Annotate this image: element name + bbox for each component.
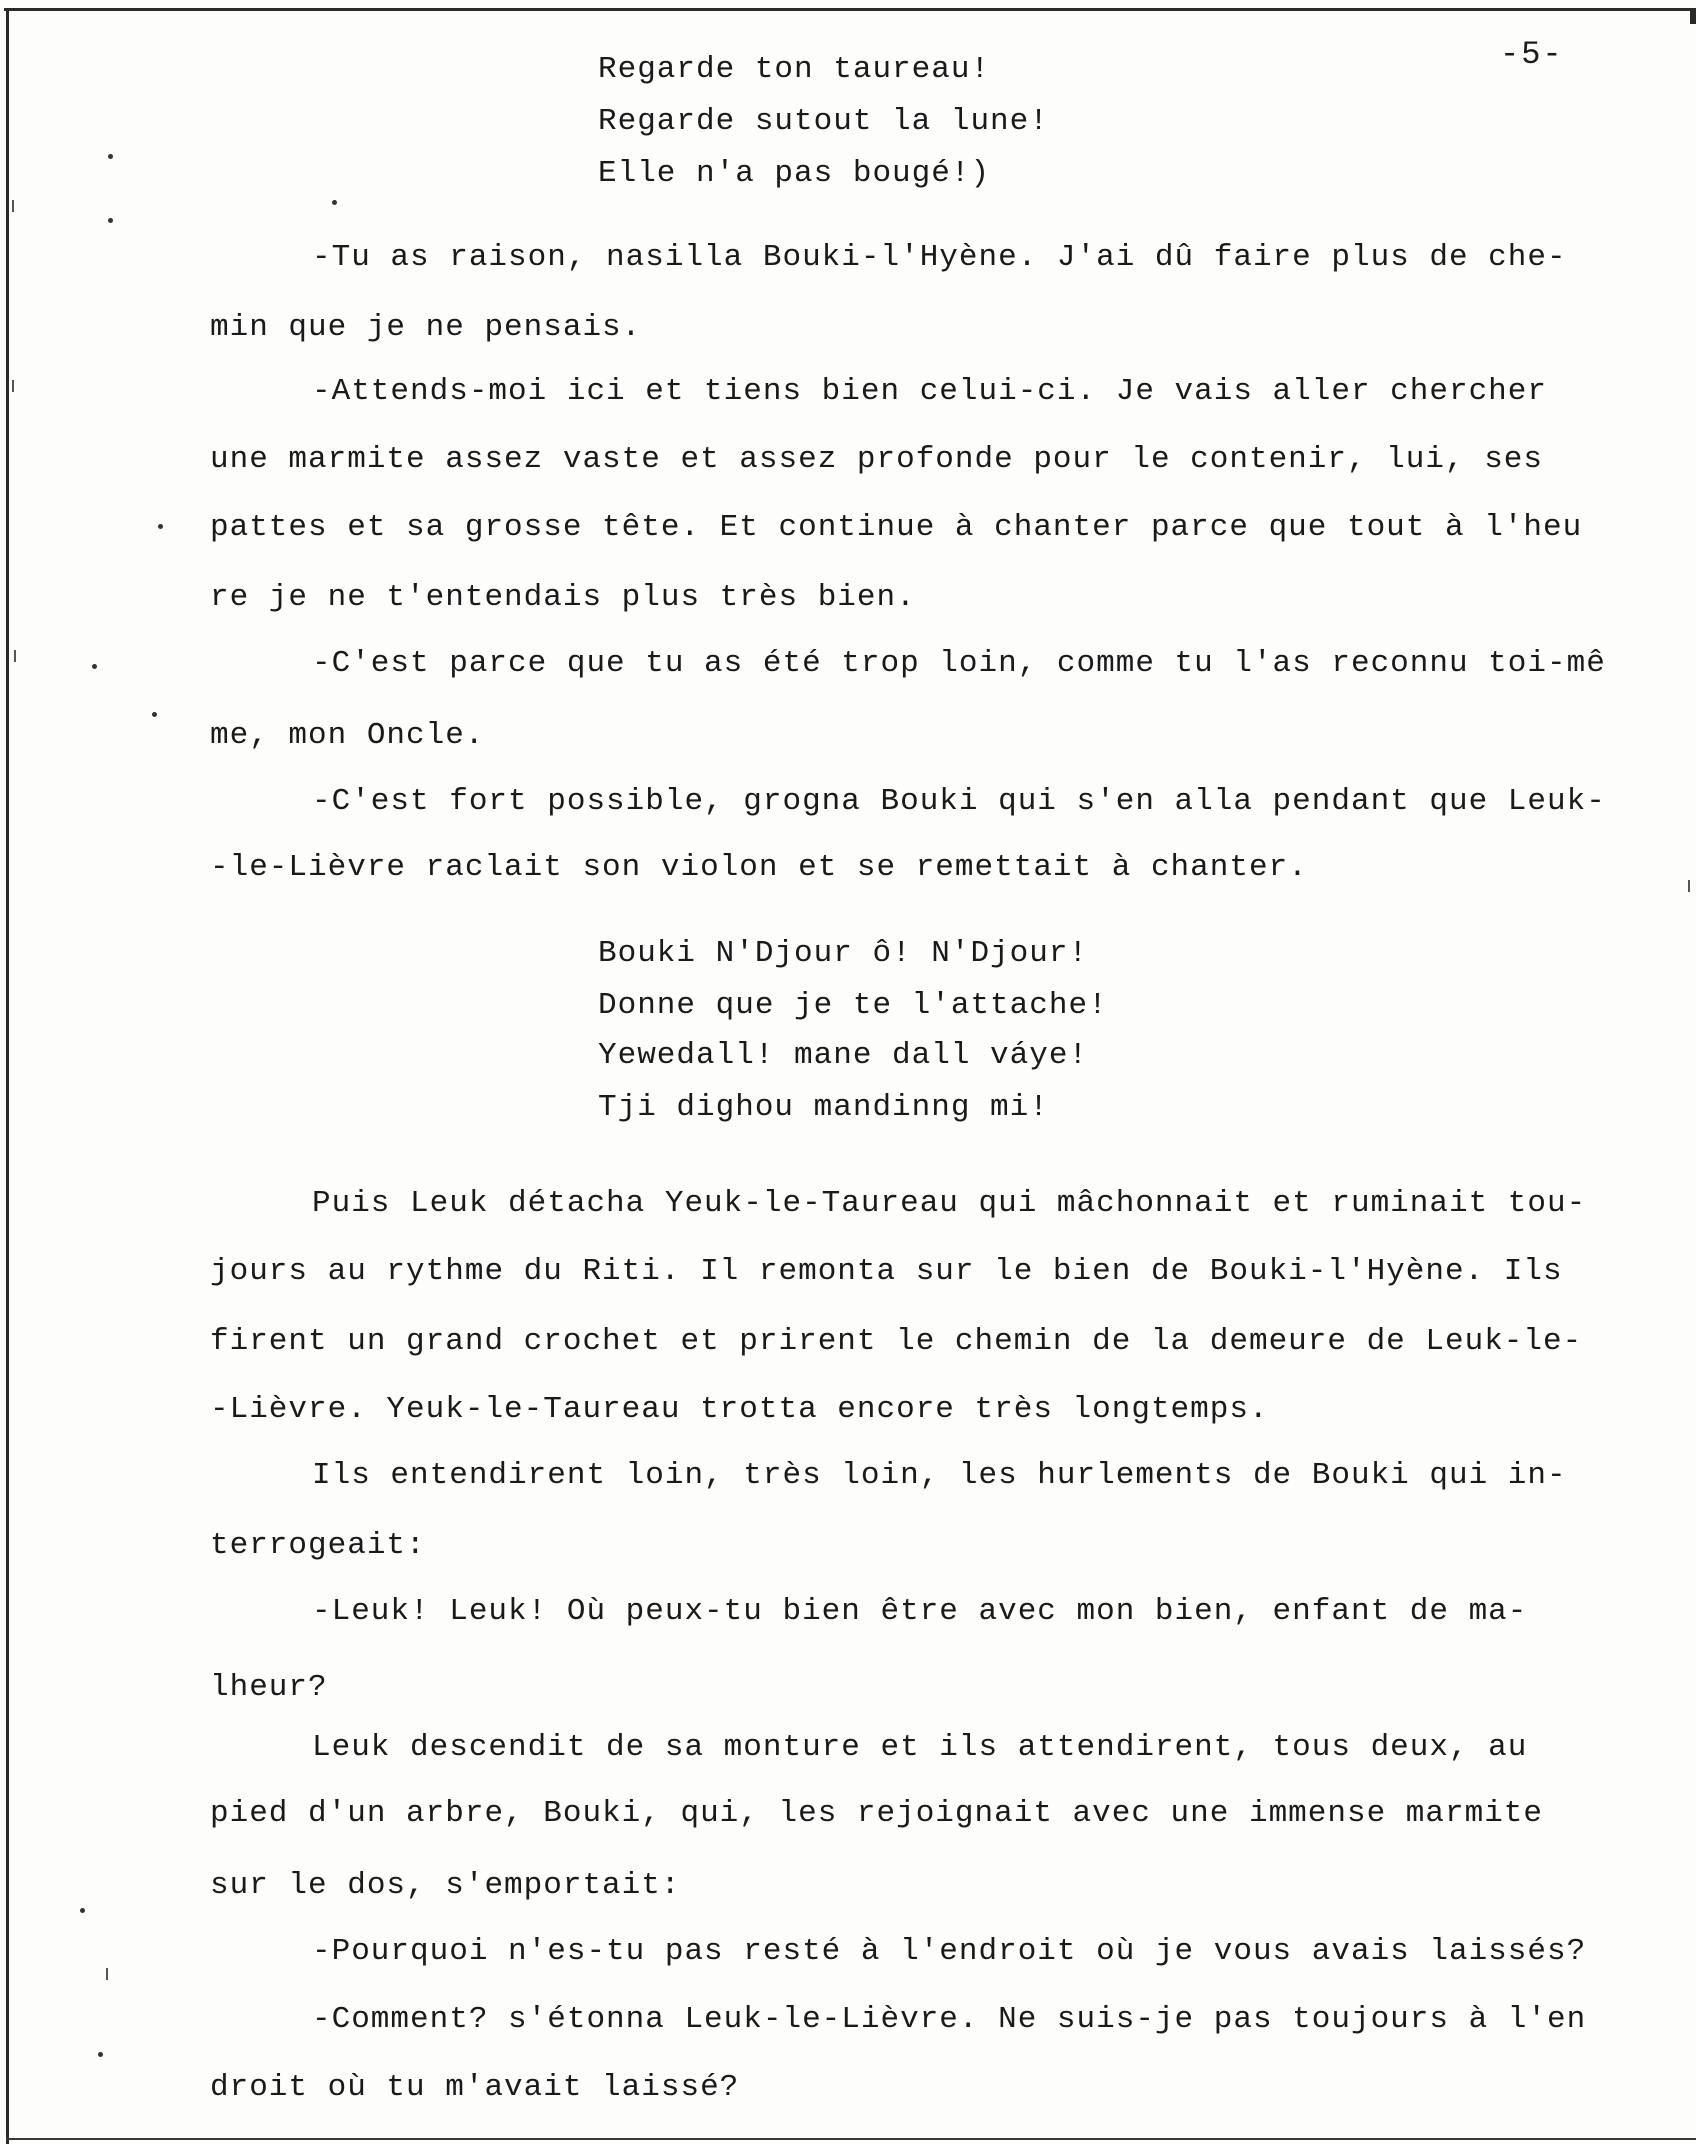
verse-line: Bouki N'Djour ô! N'Djour! (598, 936, 1089, 971)
paragraph-line: -C'est fort possible, grogna Bouki qui s'en alla pendant que Leuk- (312, 784, 1606, 819)
paragraph-line: -Comment? s'étonna Leuk-le-Lièvre. Ne suis-je pas toujours à l'en (312, 2002, 1587, 2037)
page-number: -5- (1500, 36, 1564, 73)
scan-border-bottom (6, 2138, 1696, 2140)
verse-line: Elle n'a pas bougé!) (598, 156, 991, 191)
scan-speck (332, 200, 337, 205)
scan-mark (12, 380, 14, 392)
scan-border-left (6, 8, 9, 2144)
scan-speck (158, 524, 163, 529)
paragraph-line: firent un grand crochet et prirent le chemin de la demeure de Leuk-le- (210, 1324, 1583, 1359)
scan-speck (108, 154, 113, 159)
paragraph-line: sur le dos, s'emportait: (210, 1868, 681, 1903)
verse-line: Regarde ton taureau! (598, 52, 991, 87)
scan-border-top (4, 8, 1696, 11)
paragraph-line: droit où tu m'avait laissé? (210, 2070, 740, 2105)
scan-mark (1688, 880, 1690, 892)
verse-line: Donne que je te l'attache! (598, 988, 1108, 1023)
paragraph-line: lheur? (210, 1670, 328, 1705)
scan-speck (80, 1908, 85, 1913)
paragraph-line: -Pourquoi n'es-tu pas resté à l'endroit où je vous avais laissés? (312, 1934, 1587, 1969)
paragraph-line: -C'est parce que tu as été trop loin, comme tu l'as reconnu toi-mê (312, 646, 1606, 681)
paragraph-line: -Leuk! Leuk! Où peux-tu bien être avec mon bien, enfant de ma- (312, 1594, 1528, 1629)
scan-speck (92, 664, 97, 669)
paragraph-line: -Tu as raison, nasilla Bouki-l'Hyène. J'ai dû faire plus de che- (312, 240, 1567, 275)
scan-mark (12, 200, 14, 212)
paragraph-line: Puis Leuk détacha Yeuk-le-Taureau qui mâchonnait et ruminait tou- (312, 1186, 1587, 1221)
paragraph-line: pied d'un arbre, Bouki, qui, les rejoignait avec une immense marmite (210, 1796, 1544, 1831)
scan-border-corner (1690, 8, 1696, 24)
verse-line: Regarde sutout la lune! (598, 104, 1049, 139)
paragraph-line: Leuk descendit de sa monture et ils attendirent, tous deux, au (312, 1730, 1528, 1765)
paragraph-line: jours au rythme du Riti. Il remonta sur le bien de Bouki-l'Hyène. Ils (210, 1254, 1563, 1289)
verse-line: Tji dighou mandinng mi! (598, 1090, 1049, 1125)
verse-line: Yewedall! mane dall váye! (598, 1038, 1089, 1073)
paragraph-line: Ils entendirent loin, très loin, les hurlements de Bouki qui in- (312, 1458, 1567, 1493)
paragraph-line: min que je ne pensais. (210, 310, 642, 345)
scan-speck (152, 712, 157, 717)
paragraph-line: -Attends-moi ici et tiens bien celui-ci. Je vais aller chercher (312, 374, 1547, 409)
paragraph-line: -le-Lièvre raclait son violon et se remettait à chanter. (210, 850, 1308, 885)
scan-mark (14, 650, 16, 662)
paragraph-line: terrogeait: (210, 1528, 426, 1563)
paragraph-line: re je ne t'entendais plus très bien. (210, 580, 916, 615)
paragraph-line: une marmite assez vaste et assez profonde pour le contenir, lui, ses (210, 442, 1544, 477)
scan-speck (108, 218, 113, 223)
scan-mark (106, 1968, 108, 1980)
paragraph-line: pattes et sa grosse tête. Et continue à chanter parce que tout à l'heu (210, 510, 1583, 545)
paragraph-line: me, mon Oncle. (210, 718, 485, 753)
paragraph-line: -Lièvre. Yeuk-le-Taureau trotta encore très longtemps. (210, 1392, 1269, 1427)
scan-speck (98, 2052, 103, 2057)
